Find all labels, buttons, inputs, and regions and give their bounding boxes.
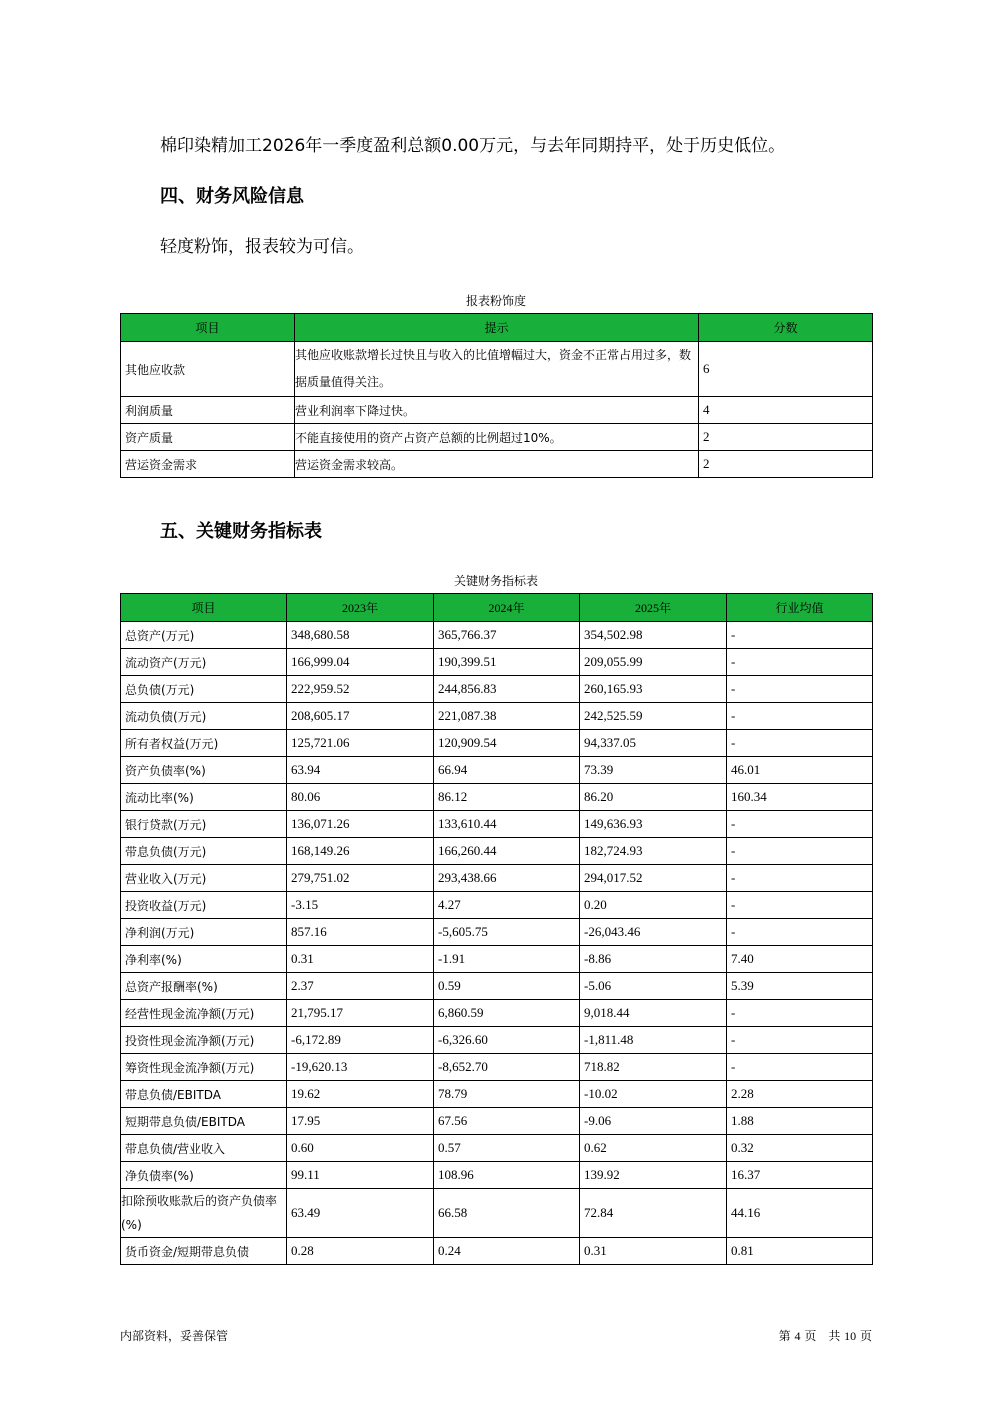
value-industry-avg: 5.39 — [727, 973, 873, 1000]
value-2023: 63.49 — [287, 1189, 434, 1238]
value-industry-avg: - — [727, 865, 873, 892]
table-row — [121, 811, 873, 838]
value-2024: 133,610.44 — [434, 811, 580, 838]
table-row — [121, 757, 873, 784]
table-row — [121, 1238, 873, 1265]
footer-confidential: 内部资料，妥善保管 — [120, 1329, 229, 1343]
table-row — [121, 1189, 873, 1238]
value-2025: -5.06 — [580, 973, 727, 1000]
value-2024: 0.57 — [434, 1135, 580, 1162]
value-2024: -8,652.70 — [434, 1054, 580, 1081]
row-item: 营运资金需求 — [121, 451, 295, 478]
value-2024: -1.91 — [434, 946, 580, 973]
table-row — [121, 397, 873, 424]
value-2023: -19,620.13 — [287, 1054, 434, 1081]
value-2025: 0.62 — [580, 1135, 727, 1162]
header-2025: 2025年 — [580, 594, 727, 622]
value-2023: 136,071.26 — [287, 811, 434, 838]
row-hint: 营业利润率下降过快。 — [295, 397, 699, 424]
row-hint: 营运资金需求较高。 — [295, 451, 699, 478]
page-prefix: 第 — [778, 1329, 791, 1343]
value-2025: 9,018.44 — [580, 1000, 727, 1027]
table-row — [121, 946, 873, 973]
value-2023: 0.31 — [287, 946, 434, 973]
value-2025: 149,636.93 — [580, 811, 727, 838]
row-hint: 不能直接使用的资产占资产总额的比例超过10%。 — [295, 424, 699, 451]
value-2025: 0.31 — [580, 1238, 727, 1265]
table-row — [121, 342, 873, 397]
value-industry-avg: - — [727, 811, 873, 838]
table-row — [121, 1108, 873, 1135]
page-current: 4 — [794, 1329, 801, 1343]
value-2023: 279,751.02 — [287, 865, 434, 892]
row-item: 带息负债/营业收入 — [121, 1135, 287, 1162]
table-header-row — [121, 594, 873, 622]
value-2024: 166,260.44 — [434, 838, 580, 865]
value-industry-avg: 7.40 — [727, 946, 873, 973]
financial-indicators-table — [120, 593, 873, 1265]
row-item: 短期带息负债/EBITDA — [121, 1108, 287, 1135]
value-2025: 94,337.05 — [580, 730, 727, 757]
row-item: 所有者权益(万元) — [121, 730, 287, 757]
table-row — [121, 424, 873, 451]
value-industry-avg: - — [727, 838, 873, 865]
row-item: 流动比率(%) — [121, 784, 287, 811]
table-row — [121, 1081, 873, 1108]
value-2023: 168,149.26 — [287, 838, 434, 865]
value-2024: 190,399.51 — [434, 649, 580, 676]
table-row — [121, 892, 873, 919]
value-2023: 99.11 — [287, 1162, 434, 1189]
row-item: 总资产(万元) — [121, 622, 287, 649]
row-item: 投资性现金流净额(万元) — [121, 1027, 287, 1054]
value-2025: -26,043.46 — [580, 919, 727, 946]
row-item: 银行贷款(万元) — [121, 811, 287, 838]
row-item: 流动负债(万元) — [121, 703, 287, 730]
row-item: 扣除预收账款后的资产负债率(%) — [121, 1189, 287, 1238]
table-row — [121, 1135, 873, 1162]
value-2025: 72.84 — [580, 1189, 727, 1238]
page-mid: 页 共 — [804, 1329, 841, 1343]
value-2025: 718.82 — [580, 1054, 727, 1081]
value-2023: 0.60 — [287, 1135, 434, 1162]
value-2025: 0.20 — [580, 892, 727, 919]
row-item: 流动资产(万元) — [121, 649, 287, 676]
value-2025: 354,502.98 — [580, 622, 727, 649]
value-2024: 108.96 — [434, 1162, 580, 1189]
value-industry-avg: 160.34 — [727, 784, 873, 811]
table-header-row — [121, 314, 873, 342]
row-score: 2 — [699, 451, 873, 478]
value-industry-avg: - — [727, 730, 873, 757]
row-hint: 其他应收账款增长过快且与收入的比值增幅过大，资金不正常占用过多，数据质量值得关注。 — [295, 342, 699, 397]
value-industry-avg: 0.81 — [727, 1238, 873, 1265]
footer-page-number — [779, 1327, 872, 1344]
row-item: 货币资金/短期带息负债 — [121, 1238, 287, 1265]
value-2023: 17.95 — [287, 1108, 434, 1135]
row-score: 4 — [699, 397, 873, 424]
value-2024: 221,087.38 — [434, 703, 580, 730]
page-total: 10 — [844, 1329, 857, 1343]
value-2024: 244,856.83 — [434, 676, 580, 703]
value-2023: -6,172.89 — [287, 1027, 434, 1054]
value-2023: 208,605.17 — [287, 703, 434, 730]
row-item: 资产质量 — [121, 424, 295, 451]
table1-caption: 报表粉饰度 — [465, 294, 526, 308]
table-row — [121, 703, 873, 730]
value-industry-avg: 16.37 — [727, 1162, 873, 1189]
value-2023: 166,999.04 — [287, 649, 434, 676]
value-2025: 209,055.99 — [580, 649, 727, 676]
value-industry-avg: 46.01 — [727, 757, 873, 784]
row-item: 投资收益(万元) — [121, 892, 287, 919]
value-2025: 294,017.52 — [580, 865, 727, 892]
table2-caption: 关键财务指标表 — [453, 574, 538, 588]
value-2025: 73.39 — [580, 757, 727, 784]
section4-heading: 四、财务风险信息 — [160, 186, 304, 207]
value-industry-avg: - — [727, 676, 873, 703]
value-2023: 0.28 — [287, 1238, 434, 1265]
value-2024: 293,438.66 — [434, 865, 580, 892]
table-row — [121, 838, 873, 865]
table-row — [121, 1027, 873, 1054]
value-industry-avg: - — [727, 1027, 873, 1054]
value-2025: -8.86 — [580, 946, 727, 973]
row-item: 总资产报酬率(%) — [121, 973, 287, 1000]
value-2024: 78.79 — [434, 1081, 580, 1108]
value-industry-avg: - — [727, 622, 873, 649]
value-2024: -5,605.75 — [434, 919, 580, 946]
value-2024: 365,766.37 — [434, 622, 580, 649]
page-suffix: 页 — [859, 1329, 872, 1343]
table-row — [121, 865, 873, 892]
table-row — [121, 622, 873, 649]
value-2023: 348,680.58 — [287, 622, 434, 649]
header-hint: 提示 — [295, 314, 699, 342]
value-industry-avg: - — [727, 919, 873, 946]
row-item: 净负债率(%) — [121, 1162, 287, 1189]
value-2024: 6,860.59 — [434, 1000, 580, 1027]
value-2024: 86.12 — [434, 784, 580, 811]
row-score: 6 — [699, 342, 873, 397]
value-2023: 63.94 — [287, 757, 434, 784]
intro-paragraph: 棉印染精加工2026年一季度盈利总额0.00万元，与去年同期持平，处于历史低位。 — [160, 136, 786, 156]
value-industry-avg: - — [727, 1000, 873, 1027]
table-row — [121, 451, 873, 478]
row-item: 资产负债率(%) — [121, 757, 287, 784]
value-2024: 66.94 — [434, 757, 580, 784]
table-row — [121, 676, 873, 703]
row-item: 其他应收款 — [121, 342, 295, 397]
value-2024: 67.56 — [434, 1108, 580, 1135]
value-2025: 260,165.93 — [580, 676, 727, 703]
row-item: 经营性现金流净额(万元) — [121, 1000, 287, 1027]
row-item: 营业收入(万元) — [121, 865, 287, 892]
header-item: 项目 — [121, 314, 295, 342]
row-item: 带息负债(万元) — [121, 838, 287, 865]
header-item: 项目 — [121, 594, 287, 622]
value-industry-avg: 44.16 — [727, 1189, 873, 1238]
value-2023: 857.16 — [287, 919, 434, 946]
value-industry-avg: 2.28 — [727, 1081, 873, 1108]
value-industry-avg: 1.88 — [727, 1108, 873, 1135]
value-2024: 120,909.54 — [434, 730, 580, 757]
value-2025: -1,811.48 — [580, 1027, 727, 1054]
value-industry-avg: - — [727, 703, 873, 730]
value-2023: 222,959.52 — [287, 676, 434, 703]
row-item: 筹资性现金流净额(万元) — [121, 1054, 287, 1081]
value-industry-avg: - — [727, 649, 873, 676]
table-row — [121, 1054, 873, 1081]
header-score: 分数 — [699, 314, 873, 342]
row-score: 2 — [699, 424, 873, 451]
value-2023: 125,721.06 — [287, 730, 434, 757]
value-2023: -3.15 — [287, 892, 434, 919]
value-2023: 2.37 — [287, 973, 434, 1000]
value-2024: 0.24 — [434, 1238, 580, 1265]
value-2023: 21,795.17 — [287, 1000, 434, 1027]
table-row — [121, 649, 873, 676]
value-2024: -6,326.60 — [434, 1027, 580, 1054]
row-item: 利润质量 — [121, 397, 295, 424]
row-item: 净利润(万元) — [121, 919, 287, 946]
header-2023: 2023年 — [287, 594, 434, 622]
table-row — [121, 1162, 873, 1189]
value-industry-avg: - — [727, 892, 873, 919]
table-row — [121, 1000, 873, 1027]
table-row — [121, 919, 873, 946]
value-2024: 66.58 — [434, 1189, 580, 1238]
table-row — [121, 784, 873, 811]
value-2025: 139.92 — [580, 1162, 727, 1189]
value-2025: 182,724.93 — [580, 838, 727, 865]
table-row — [121, 973, 873, 1000]
value-2025: 242,525.59 — [580, 703, 727, 730]
value-2024: 0.59 — [434, 973, 580, 1000]
section4-summary: 轻度粉饰，报表较为可信。 — [160, 237, 364, 257]
row-item: 净利率(%) — [121, 946, 287, 973]
value-2024: 4.27 — [434, 892, 580, 919]
value-industry-avg: 0.32 — [727, 1135, 873, 1162]
value-2025: -10.02 — [580, 1081, 727, 1108]
section5-heading: 五、关键财务指标表 — [160, 521, 322, 542]
table-row — [121, 730, 873, 757]
value-industry-avg: - — [727, 1054, 873, 1081]
row-item: 带息负债/EBITDA — [121, 1081, 287, 1108]
row-item: 总负债(万元) — [121, 676, 287, 703]
value-2023: 80.06 — [287, 784, 434, 811]
value-2023: 19.62 — [287, 1081, 434, 1108]
whitewash-table — [120, 313, 873, 478]
header-industry-avg: 行业均值 — [727, 594, 873, 622]
value-2025: -9.06 — [580, 1108, 727, 1135]
value-2025: 86.20 — [580, 784, 727, 811]
header-2024: 2024年 — [434, 594, 580, 622]
